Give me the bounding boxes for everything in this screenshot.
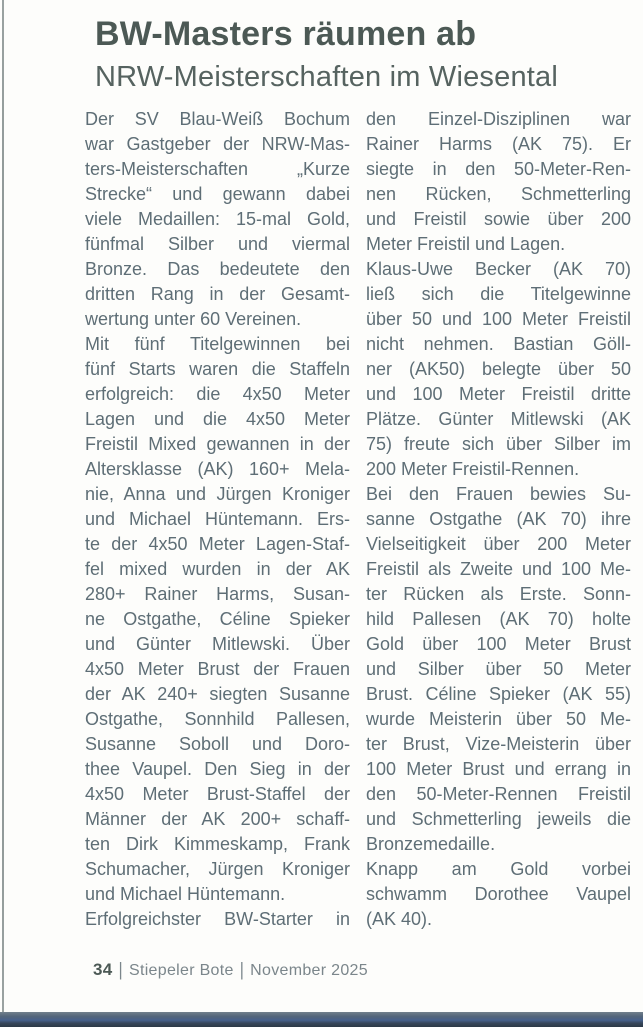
text-line: Gold über 100 Meter Brust [366,634,631,654]
text-line: thee Vaupel. Den Sieg in der [85,759,350,779]
text-line: sanne Ostgathe (AK 70) ihre [366,509,631,529]
text-line: wertung unter 60 Vereinen. [85,309,302,329]
text-line: Der SV Blau-Weiß Bochum [85,109,350,129]
text-line: fel mixed wurden in der AK [85,559,350,579]
text-line: erfolgreich: die 4x50 Meter [85,384,350,404]
article-body [85,107,631,932]
text-line: ters-Meisterschaften „Kurze [85,159,350,179]
text-line: Schumacher, Jürgen Kroniger [85,859,350,879]
text-line: Lagen und die 4x50 Meter [85,409,350,429]
publication-name: Stiepeler Bote [128,962,234,979]
text-line: 75) freute sich über Silber im [366,434,631,454]
text-line: Bronze. Das bedeutete den [85,259,350,279]
text-line: wurde Meisterin über 50 Me- [366,709,631,729]
text-line: Erfolgreichster BW-Starter in [85,909,350,929]
text-line: 200 Meter Freistil-Rennen. [366,459,580,479]
text-line: nicht nehmen. Bastian Göll- [366,334,631,354]
text-line: und Freistil sowie über 200 [366,209,631,229]
article-subtitle: NRW-Meisterschaften im Wiesental [95,61,559,93]
text-line: Plätze. Günter Mitlewski (AK [366,409,631,429]
text-line: Knapp am Gold vorbei [366,859,631,879]
text-line: fünf Starts waren die Staffeln [85,359,350,379]
text-line: der AK 240+ siegten Susanne [85,684,350,704]
bottom-scan-bar [0,1012,643,1027]
page-footer [93,960,368,980]
text-line: den Einzel-Disziplinen war [366,109,631,129]
page-number: 34 [93,960,113,979]
text-line: und 100 Meter Freistil dritte [366,384,631,404]
text-line: 4x50 Meter Brust-Staffel der [85,784,350,804]
text-line: te der 4x50 Meter Lagen-Staf- [85,534,350,554]
footer-separator: | [239,960,245,981]
right-column [366,107,631,932]
text-line: und Silber über 50 Meter [366,659,631,679]
page-edge-line [2,0,4,1012]
text-line: ter Rücken als Erste. Sonn- [366,584,631,604]
text-line: nen Rücken, Schmetterling [366,184,631,204]
text-line: 280+ Rainer Harms, Susan- [85,584,350,604]
text-line: (AK 40). [366,909,433,929]
issue-date: November 2025 [250,962,368,979]
text-line: war Gastgeber der NRW-Mas- [85,134,350,154]
text-line: 100 Meter Brust und errang in [366,759,631,779]
text-line: ließ sich die Titelgewinne [366,284,631,304]
text-line: Klaus-Uwe Becker (AK 70) [366,259,631,279]
article-title: BW-Masters räumen ab [95,15,477,53]
text-line: fünfmal Silber und viermal [85,234,350,254]
text-line: und Michael Hüntemann. Ers- [85,509,350,529]
text-line: Männer der AK 200+ schaff- [85,809,350,829]
article-header [95,14,635,94]
text-line: den 50-Meter-Rennen Freistil [366,784,631,804]
text-line: Ostgathe, Sonnhild Pallesen, [85,709,350,729]
text-line: Susanne Soboll und Doro- [85,734,350,754]
text-line: dritten Rang in der Gesamt- [85,284,350,304]
text-line: Freistil als Zweite und 100 Me- [366,559,631,579]
text-line: Meter Freistil und Lagen. [366,234,566,254]
text-line: Strecke“ und gewann dabei [85,184,350,204]
text-line: ner (AK50) belegte über 50 [366,359,631,379]
text-line: Bronzemedaille. [366,834,496,854]
text-line: Bei den Frauen bewies Su- [366,484,631,504]
text-line: siegte in den 50-Meter-Ren- [366,159,631,179]
text-line: Vielseitigkeit über 200 Meter [366,534,631,554]
text-line: ter Brust, Vize-Meisterin über [366,734,631,754]
text-line: ne Ostgathe, Céline Spieker [85,609,350,629]
text-line: Rainer Harms (AK 75). Er [366,134,631,154]
text-line: und Günter Mitlewski. Über [85,634,350,654]
text-line: Mit fünf Titelgewinnen bei [85,334,350,354]
text-line: viele Medaillen: 15-mal Gold, [85,209,350,229]
text-line: nie, Anna und Jürgen Kroniger [85,484,350,504]
text-line: Brust. Céline Spieker (AK 55) [366,684,631,704]
text-line: schwamm Dorothee Vaupel [366,884,631,904]
footer-separator: | [118,960,123,981]
left-column [85,107,350,932]
text-line: ten Dirk Kimmeskamp, Frank [85,834,350,854]
text-line: hild Pallesen (AK 70) holte [366,609,631,629]
text-line: über 50 und 100 Meter Freistil [366,309,631,329]
text-line: 4x50 Meter Brust der Frauen [85,659,350,679]
text-line: und Schmetterling jeweils die [366,809,631,829]
text-line: Altersklasse (AK) 160+ Mela- [85,459,350,479]
text-line: Freistil Mixed gewannen in der [85,434,350,454]
text-line: und Michael Hüntemann. [85,884,286,904]
